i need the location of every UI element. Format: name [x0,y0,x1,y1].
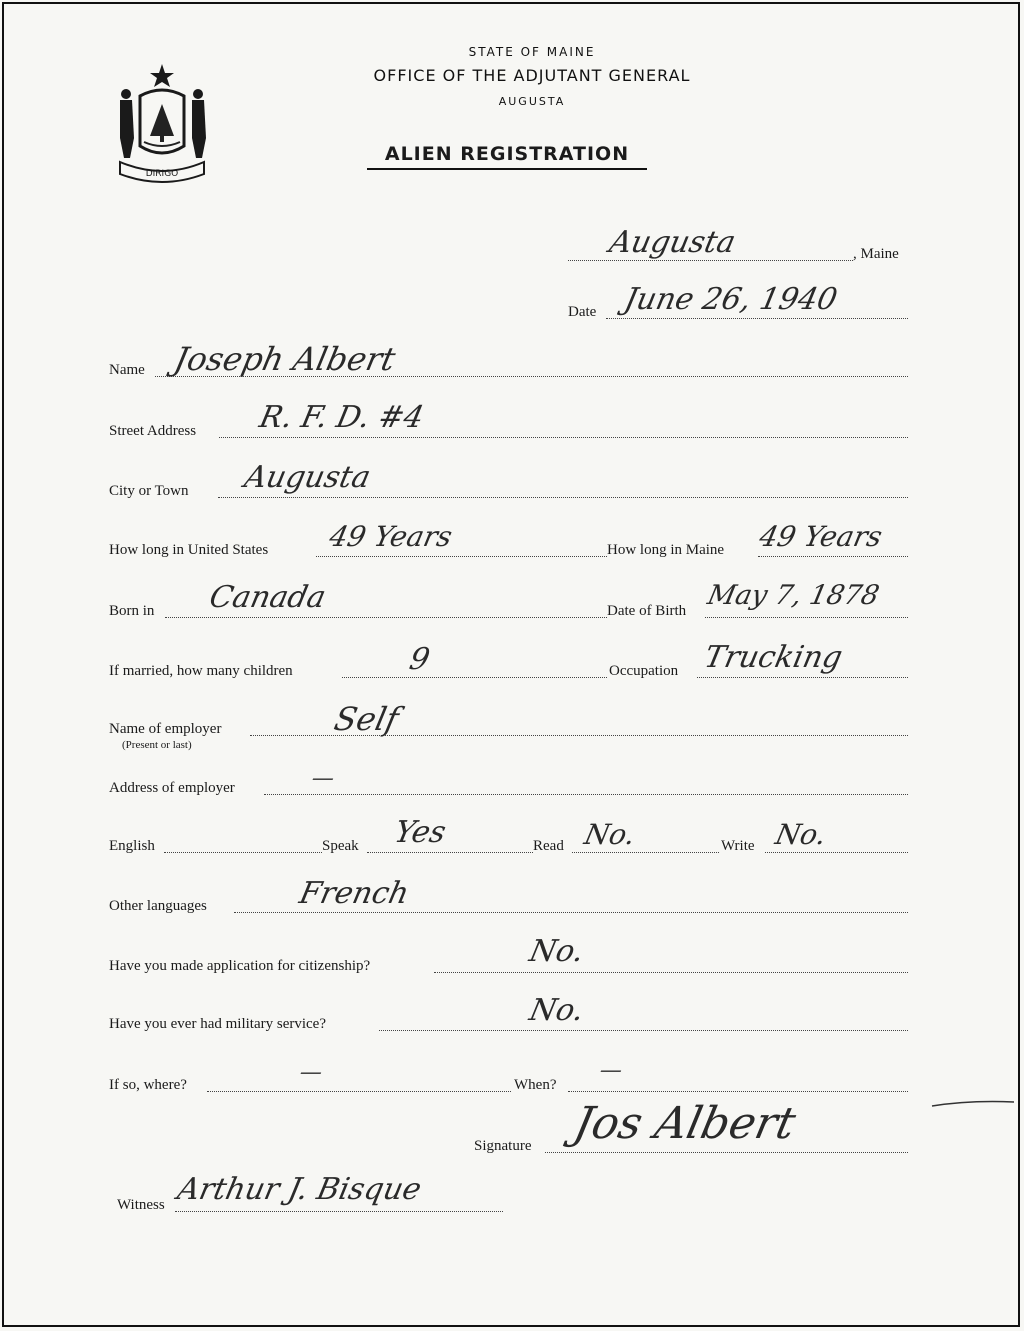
children-value[interactable]: 9 [406,642,433,677]
signature-line [545,1152,908,1153]
signature-label: Signature [474,1138,532,1154]
other-languages-label: Other languages [109,898,207,914]
employer-name-value[interactable]: Self [330,700,402,738]
read-value[interactable]: No. [581,818,639,851]
born-in-value[interactable]: Canada [206,580,329,615]
employer-address-label: Address of employer [109,780,235,796]
read-label: Read [533,838,564,854]
occupation-label: Occupation [609,663,679,679]
read-line [572,852,719,853]
citizenship-label: Have you made application for citizenship? [109,958,371,974]
date-value[interactable]: June 26, 1940 [621,282,841,317]
how-long-maine-line [758,556,908,557]
english-line [164,852,322,853]
header-office: OFFICE OF THE ADJUTANT GENERAL [373,66,691,85]
place-value[interactable]: Augusta [606,225,739,260]
city-label: City or Town [109,483,189,499]
other-languages-line [234,912,908,913]
header-state: STATE OF MAINE [468,45,596,59]
street-address-value[interactable]: R. F. D. #4 [256,400,427,435]
street-address-label: Street Address [109,423,197,439]
city-value[interactable]: Augusta [241,460,374,495]
name-value[interactable]: Joseph Albert [170,340,399,378]
military-label: Have you ever had military service? [109,1016,326,1032]
when-value[interactable]: — [597,1058,625,1083]
witness-value[interactable]: Arthur J. Bisque [174,1172,425,1207]
when-line [568,1091,908,1092]
speak-label: Speak [322,838,359,854]
seal-motto: DIRIGO [145,169,179,179]
employer-name-sublabel: (Present or last) [122,739,192,751]
write-label: Write [721,838,755,854]
born-in-label: Born in [109,603,155,619]
witness-line [175,1211,503,1212]
place-suffix: , Maine [853,246,899,262]
born-in-line [165,617,607,618]
occupation-value[interactable]: Trucking [701,640,846,675]
employer-name-label: Name of employer [109,721,222,737]
where-value[interactable]: — [297,1060,325,1085]
write-value[interactable]: No. [772,818,830,851]
date-line [606,318,908,319]
where-line [207,1091,511,1092]
occupation-line [697,677,908,678]
military-line [379,1030,908,1031]
citizenship-line [434,972,908,973]
signature-value[interactable]: Jos Albert [569,1098,800,1149]
how-long-us-value[interactable]: 49 Years [326,520,456,553]
employer-address-line [264,794,908,795]
other-languages-value[interactable]: French [296,876,413,911]
children-line [342,677,607,678]
date-of-birth-line [705,617,908,618]
where-label: If so, where? [109,1077,187,1093]
write-line [765,852,908,853]
how-long-us-line [316,556,607,557]
date-of-birth-label: Date of Birth [607,603,687,619]
signature-flourish [930,1098,1016,1110]
form-title: ALIEN REGISTRATION [384,143,630,165]
date-of-birth-value[interactable]: May 7, 1878 [704,580,882,611]
title-underline [367,168,647,170]
when-label: When? [514,1077,557,1093]
speak-line [367,852,533,853]
military-value[interactable]: No. [526,993,588,1028]
english-label: English [109,838,155,854]
citizenship-value[interactable]: No. [526,934,588,969]
children-label: If married, how many children [109,663,293,679]
name-label: Name [109,362,145,378]
witness-label: Witness [117,1197,165,1213]
speak-value[interactable]: Yes [391,815,450,850]
city-line [218,497,908,498]
header-city: AUGUSTA [498,95,566,108]
how-long-us-label: How long in United States [109,542,269,558]
how-long-maine-label: How long in Maine [607,542,725,558]
date-label: Date [568,304,597,320]
place-line [568,260,853,261]
how-long-maine-value[interactable]: 49 Years [756,520,886,553]
street-address-line [219,437,908,438]
employer-address-value[interactable]: — [309,766,337,791]
